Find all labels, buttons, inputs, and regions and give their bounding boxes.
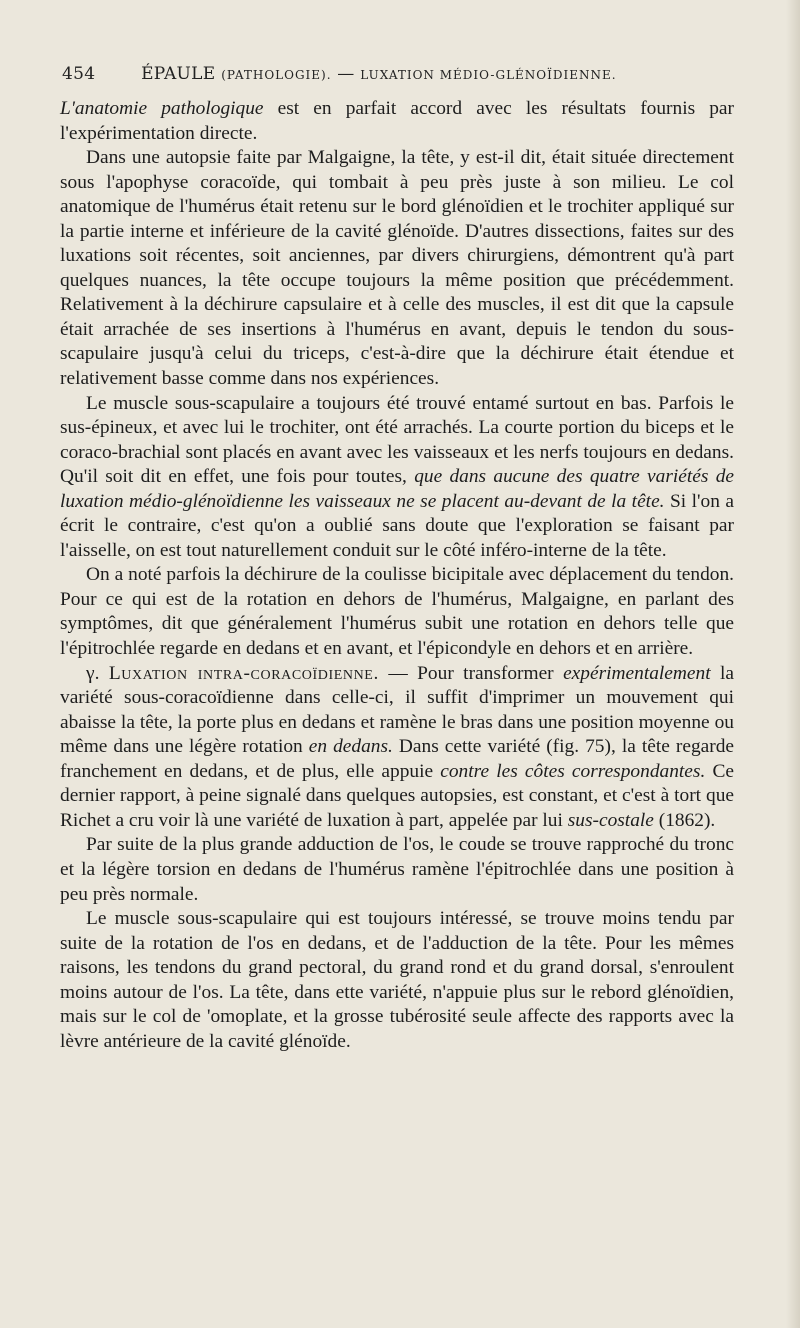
page-number: 454 <box>62 64 96 84</box>
paragraph-7: Le muscle sous-scapulaire qui est toujours intéressé, se trouve moins tendu par suite de la rotation de l'os en dedans, et de l'adduction de la tête. Pour les mêmes raisons, les tendons du grand pectoral, du grand rond et du grand dorsal, s'enroulent moins autour de l'os. La tête, dans ette variété, n'appuie plus sur le rebord glénoïdien, mais sur le col de 'omoplate, et la grosse tubérosité seule affecte des rapports avec la lèvre antérieure de la cavité glénoïde. <box>60 908 734 1052</box>
paragraph-6: Par suite de la plus grande adduction de l'os, le coude se trouve rapproché du tronc et la légère torsion en dedans de l'humérus ramène l'épitrochlée dans une position à peu près normale. <box>60 834 734 905</box>
p5-italic2: en dedans. <box>308 736 393 758</box>
p5-b: la variété sous-coracoïdienne dans celle-ci, il suffit d'imprimer un mouvement qui abaisse la tête, la porte plus en dedans et ramène le bras dans une position moyenne ou même dans une légère rotation <box>60 662 735 758</box>
p5-italic4: sus-costale <box>567 809 654 831</box>
body-text <box>60 97 734 1054</box>
p5-italic1: expérimentalement <box>563 662 711 684</box>
running-header <box>62 64 742 84</box>
header-dash: — <box>337 64 355 84</box>
p1-italic: L'anatomie pathologique <box>60 98 264 119</box>
p5-c: Dans cette variété (fig. 75), la tête regarde franchement en dedans, et de plus, elle appuie <box>60 736 735 782</box>
paragraph-1 <box>60 97 734 146</box>
p1-rest: est en parfait accord avec les résultats fournis par l'expérimentation directe. <box>60 98 734 144</box>
header-section: LUXATION MÉDIO-GLÉNOÏDIENNE. <box>360 68 617 82</box>
header-subtitle: (PATHOLOGIE). <box>221 68 332 82</box>
paragraph-2: Dans une autopsie faite par Malgaigne, la tête, y est-il dit, était située directement sous l'apophyse coracoïde, qui tombait à peu près juste à son milieu. Le col anatomique de l'humérus était retenu sur le bord glénoïdien et le trochiter appliqué sur la partie interne et inférieure de la cavité glénoïde. D'autres dissections, faites sur des luxations soit récentes, soit anciennes, par divers chirurgiens, démontrent qu'à part quelques nuances, la tête occupe toujours la même position que précédemment. Relativement à la déchirure capsulaire et à celle des muscles, il est dit que la capsule était arrachée de ses insertions à l'humérus en avant, depuis le tendon du sous-scapulaire jusqu'à celui du triceps, c'est-à-dire que la déchirure était étendue et relativement basse comme dans nos expériences. <box>60 147 734 390</box>
p5-heading: Luxation intra-coracoïdienne. <box>108 662 379 684</box>
p5-dash: — <box>378 662 418 684</box>
page-edge-shadow <box>786 0 800 1328</box>
p5-a: Pour transformer <box>417 662 564 684</box>
p5-italic3: contre les côtes correspondantes. <box>440 760 706 782</box>
paragraph-3 <box>60 392 734 564</box>
p5-e: (1862). <box>653 809 716 831</box>
paragraph-5 <box>60 662 734 834</box>
header-title: ÉPAULE <box>141 64 216 84</box>
p3-b: Si l'on a écrit le contraire, c'est qu'on a oublié sans doute que l'exploration se faisant par l'aisselle, on est tout naturellement conduit sur le côté inféro-interne de la tête. <box>60 490 735 561</box>
paragraph-4: On a noté parfois la déchirure de la coulisse bicipitale avec déplacement du tendon. Pour ce qui est de la rotation en dehors de l'humérus, Malgaigne, en parlant des symptômes, dit que généralement l'humérus subit une rotation en dehors telle que l'épitrochlée regarde en dedans et en avant, et l'épicondyle en dehors et en arrière. <box>60 564 734 660</box>
p5-greek: γ. <box>86 662 100 684</box>
p3-a: Le muscle sous-scapulaire a toujours été trouvé entamé surtout en bas. Parfois le sus-épineux, et avec lui le trochiter, ont été arrachés. La courte portion du biceps et le coraco-brachial sont placés en avant avec les vaisseaux et les nerfs toujours en dedans. Qu'il soit dit en effet, une fois pour toutes, <box>60 392 734 488</box>
p5-d: Ce dernier rapport, à peine signalé dans quelques autopsies, est constant, et c'est à tort que Richet a cru voir là une variété de luxation à part, appelée par lui <box>60 760 734 831</box>
p3-italic: que dans aucune des quatre variétés de luxation médio-glénoïdienne les vaisseaux ne se placent au-devant de la tête. <box>60 466 734 512</box>
